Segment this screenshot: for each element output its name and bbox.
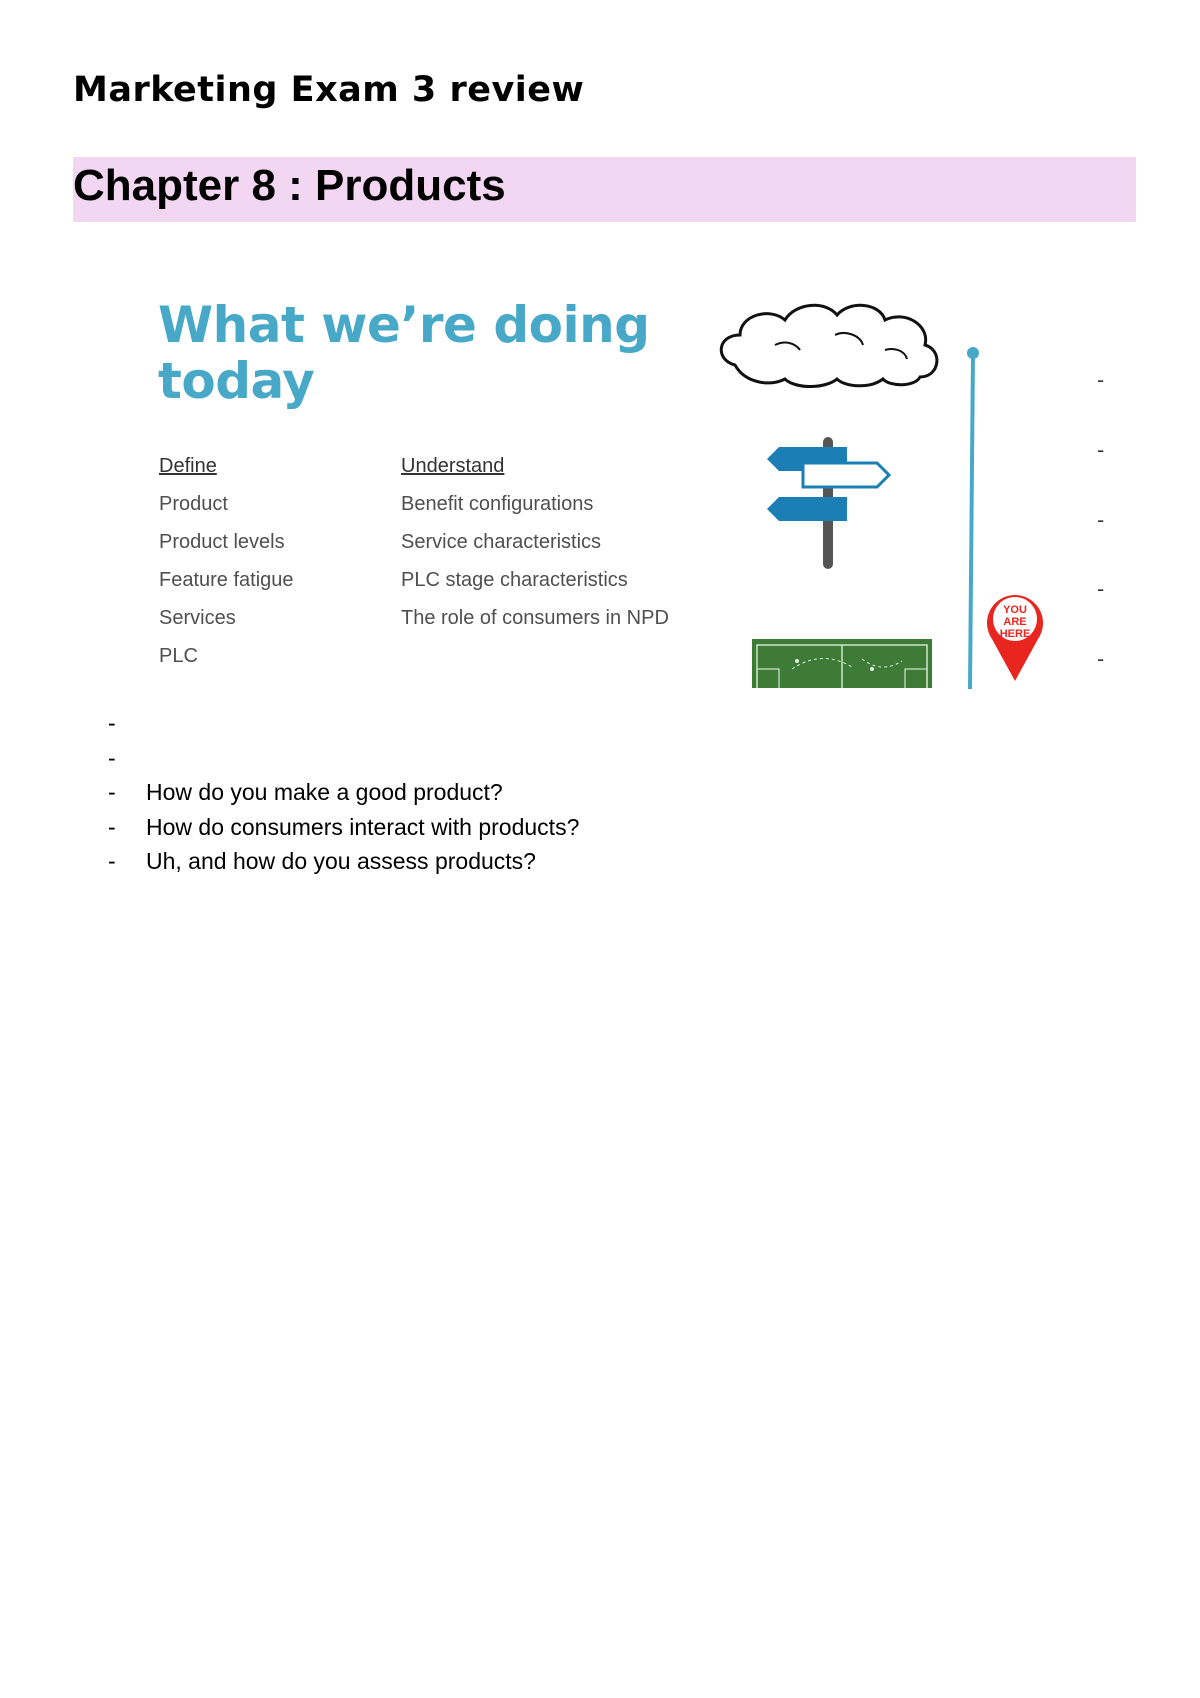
signpost-icon [765, 435, 915, 585]
bullet-text: Uh, and how do you assess products? [146, 848, 536, 874]
pin-text-are: ARE [1003, 616, 1027, 628]
bullet-dash: - [108, 779, 116, 805]
chapter-heading: Chapter 8 : Products [73, 161, 506, 210]
side-dash: - [1097, 438, 1105, 462]
understand-item: Benefit configurations [401, 493, 594, 515]
define-column [159, 455, 294, 683]
understand-item: PLC stage characteristics [401, 569, 628, 591]
document-title: Marketing Exam 3 review [73, 70, 585, 110]
list-item [108, 848, 579, 883]
bullet-dash: - [108, 848, 116, 874]
football-field-image [752, 639, 932, 688]
pin-text-you: YOU [1003, 604, 1027, 616]
chapter-heading-band [73, 157, 1136, 222]
bullet-dash: - [108, 710, 116, 736]
cloud-icon [715, 295, 945, 390]
list-item [108, 779, 579, 814]
understand-item: The role of consumers in NPD [401, 607, 669, 629]
understand-column [401, 455, 669, 645]
bullet-list [108, 710, 579, 883]
side-dash: - [1097, 368, 1105, 392]
slide-title: What we’re doing today [158, 296, 650, 410]
location-pin-icon [982, 585, 1048, 685]
slide-image [145, 275, 1075, 688]
understand-heading: Understand [401, 455, 505, 477]
timeline-pole [965, 347, 981, 689]
side-dash: - [1097, 577, 1105, 601]
pin-text-here: HERE [999, 628, 1031, 640]
define-item: PLC [159, 645, 198, 667]
bullet-text: How do you make a good product? [146, 779, 503, 805]
list-item [108, 814, 579, 849]
bullet-text: How do consumers interact with products? [146, 813, 580, 840]
define-item: Product [159, 493, 228, 515]
bullet-dash: - [108, 744, 116, 771]
side-dash: - [1097, 508, 1105, 532]
list-item [108, 745, 579, 780]
define-item: Feature fatigue [159, 569, 294, 591]
define-item: Services [159, 607, 236, 629]
side-dash: - [1097, 647, 1105, 671]
list-item [108, 710, 579, 745]
define-item: Product levels [159, 531, 285, 553]
define-heading: Define [159, 455, 217, 477]
understand-item: Service characteristics [401, 531, 602, 553]
bullet-dash: - [108, 813, 116, 840]
